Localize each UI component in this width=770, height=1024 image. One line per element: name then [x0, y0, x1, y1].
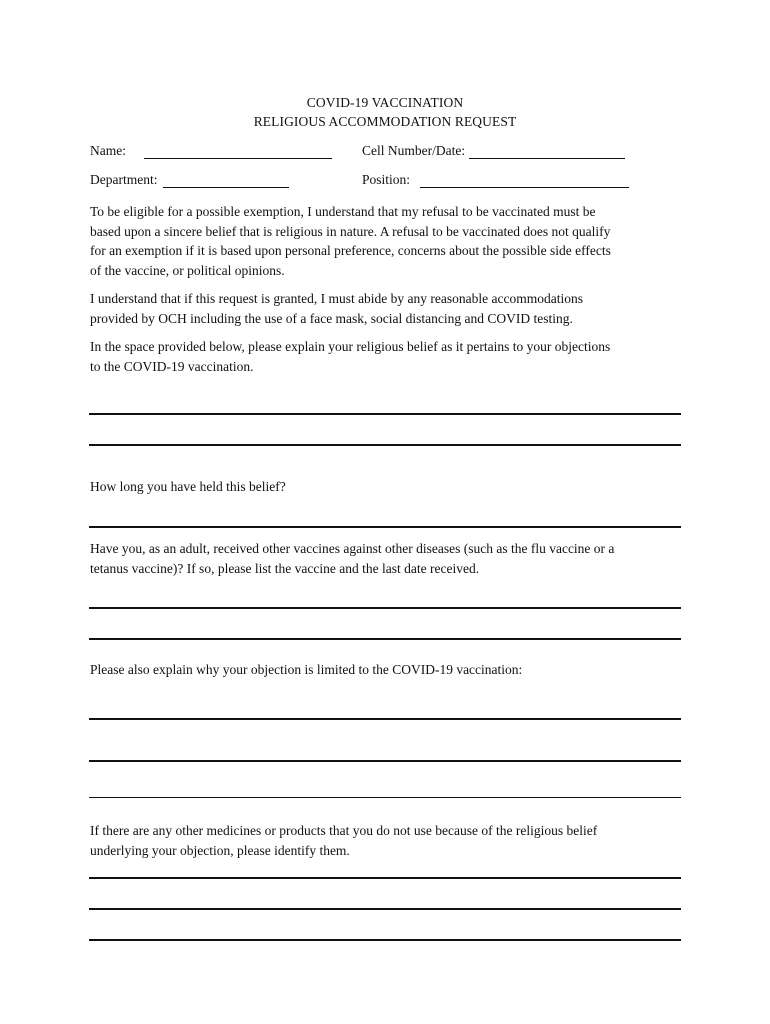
name-label: Name:: [90, 143, 126, 158]
other-vaccines-answer-line[interactable]: [89, 607, 681, 609]
position-input-line[interactable]: [420, 175, 629, 188]
question-objection-limited: Please also explain why your objection is limited to the COVID-19 vaccination:: [90, 662, 523, 677]
form-title-line1: COVID-19 VACCINATION: [306, 95, 464, 110]
question-belief-duration: How long you have held this belief?: [90, 479, 286, 494]
eligibility-paragraph: [90, 202, 685, 280]
cell-label: Cell Number/Date:: [362, 143, 466, 158]
objection-answer-line[interactable]: [89, 760, 681, 762]
name-input-line[interactable]: [144, 146, 332, 159]
department-label: Department:: [90, 172, 158, 187]
belief-duration-answer-line[interactable]: [89, 526, 681, 528]
department-field: [90, 172, 289, 188]
belief-answer-line[interactable]: [89, 444, 681, 446]
form-title-line2: RELIGIOUS ACCOMMODATION REQUEST: [253, 114, 517, 129]
para2-line: I understand that if this request is granted, I must abide by any reasonable accommodations: [90, 291, 583, 306]
question-other-medicines: [90, 821, 690, 860]
other-medicines-answer-line[interactable]: [89, 877, 681, 879]
q2-line: Have you, as an adult, received other vaccines against other diseases (such as the flu vaccine or a: [90, 541, 615, 556]
para3-line: In the space provided below, please explain your religious belief as it pertains to your objections: [90, 339, 611, 354]
other-medicines-answer-line[interactable]: [89, 939, 681, 941]
cell-field: [362, 143, 625, 159]
cell-input-line[interactable]: [469, 146, 625, 159]
question-other-vaccines: [90, 539, 690, 578]
q4-line: If there are any other medicines or products that you do not use because of the religious belief: [90, 823, 598, 838]
other-medicines-answer-line[interactable]: [89, 908, 681, 910]
name-field: [90, 143, 332, 159]
objection-answer-line[interactable]: [89, 797, 681, 798]
belief-answer-line[interactable]: [89, 413, 681, 415]
objection-answer-line[interactable]: [89, 718, 681, 720]
para2-line: provided by OCH including the use of a face mask, social distancing and COVID testing.: [90, 310, 573, 326]
position-field: [362, 172, 629, 188]
para1-line: based upon a sincere belief that is religious in nature. A refusal to be vaccinated does not qualify: [90, 223, 611, 239]
accommodation-paragraph: [90, 289, 685, 328]
q2-line: tetanus vaccine)? If so, please list the vaccine and the last date received.: [90, 560, 480, 576]
explanation-prompt: [90, 337, 685, 376]
para1-line: To be eligible for a possible exemption, I understand that my refusal to be vaccinated must be: [90, 204, 596, 219]
para1-line: for an exemption if it is based upon personal preference, concerns about the possible side effects: [90, 243, 611, 258]
para1-line: of the vaccine, or political opinions.: [90, 262, 285, 278]
other-vaccines-answer-line[interactable]: [89, 638, 681, 640]
q4-line: underlying your objection, please identify them.: [90, 842, 350, 858]
para3-line: to the COVID-19 vaccination.: [90, 358, 254, 374]
position-label: Position:: [362, 172, 411, 187]
department-input-line[interactable]: [163, 175, 289, 188]
